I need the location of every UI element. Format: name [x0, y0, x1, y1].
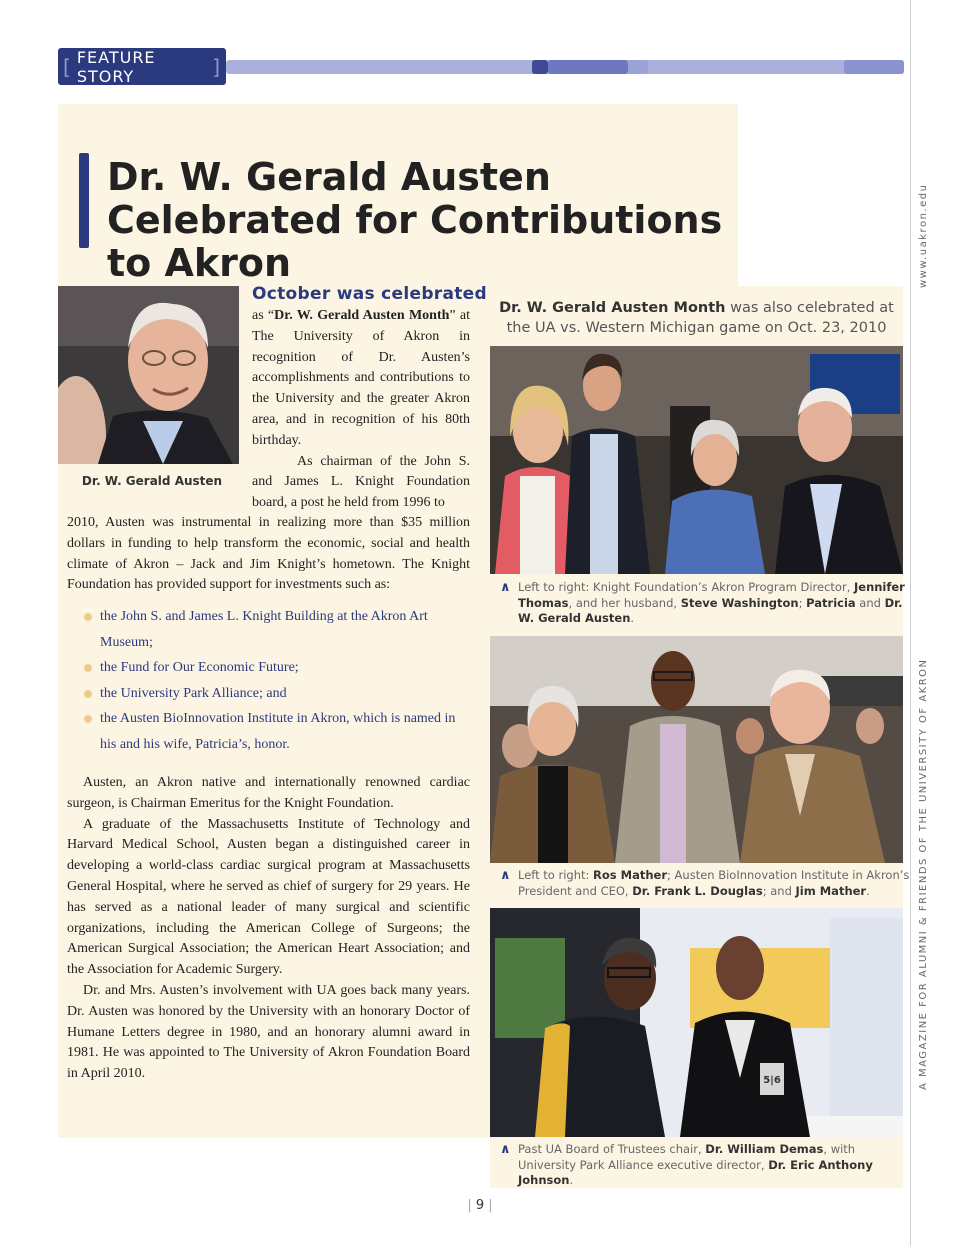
event-photo-1	[490, 346, 903, 574]
photo-image	[490, 636, 903, 863]
austen-month-bold: Dr. W. Gerald Austen Month	[274, 308, 450, 323]
header-band	[226, 60, 904, 74]
website-vertical	[918, 183, 946, 288]
section-tag-label: FEATURE STORY	[76, 47, 156, 86]
article-title: Dr. W. Gerald Austen Celebrated for Contributions to Akron	[107, 155, 723, 285]
badge-text: 5|6	[763, 1075, 781, 1086]
caret-up-icon: ∧	[500, 868, 511, 883]
portrait-photo	[58, 286, 239, 464]
feature-story-tag	[58, 48, 226, 85]
photo-1-caption: ∧ Left to right: Knight Foundation’s Akron Program Director, Jennifer Thomas, and her husband, Steve Washington; Patricia and Dr. W. Gerald Austen.	[500, 580, 905, 625]
magazine-text: A MAGAZINE FOR ALUMNI & FRIENDS OF THE UNIVERSITY OF AKRON	[918, 658, 929, 1090]
list-item: the University Park Alliance; and	[84, 681, 474, 707]
paragraph-3: Austen, an Akron native and internationally renowned cardiac surgeon, is Chairman Emeritus for the Knight Foundation.	[67, 775, 470, 811]
photo-2-caption: ∧ Left to right: Ros Mather; Austen BioInnovation Institute in Akron’s President and CEO, Dr. Frank L. Douglas; and Jim Mather.	[500, 868, 910, 898]
list-item: the Austen BioInnovation Institute in Akron, which is named in his and his wife, Patricia’s, honor.	[84, 706, 474, 757]
magazine-vertical	[918, 658, 946, 1090]
bracket-right: ]	[212, 54, 221, 79]
bracket-left: [	[63, 54, 72, 79]
paragraph-5: Dr. and Mrs. Austen’s involvement with UA goes back many years. Dr. Austen was honored by the University with an honorary Doctor of Humane Letters degree in 1980, and an honorary alumni award in 1981. He was appointed to The University of Akron Foundation Board in April 2010.	[67, 982, 470, 1082]
band-segment-end	[844, 60, 904, 74]
lead-in: October was celebrated	[252, 284, 487, 304]
wide-column	[67, 513, 470, 596]
portrait-image	[58, 286, 239, 464]
list-item: the Fund for Our Economic Future;	[84, 655, 474, 681]
band-segment-mid	[548, 60, 628, 74]
sidebar-story-heading: Dr. W. Gerald Austen Month was also celebrated at the UA vs. Western Michigan game on Oct. 23, 2010	[499, 300, 894, 336]
paragraph-4: A graduate of the Massachusetts Institute of Technology and Harvard Medical School, Austen began a distinguished career in developing a world-class cardiac surgical program at Massachusetts General Hospital, where he served as chief of surgery for 29 years. He has served as a national leader of many surgical and scientific organizations, including the American College of Surgeons; the American Surgical Association; the American Heart Association; and the Association for Academic Surgery.	[67, 816, 470, 978]
title-accent-bar	[79, 153, 89, 248]
page-number: | 9 |	[467, 1198, 493, 1213]
paragraph-2-start: As chairman of the John S. and James L. Knight Foundation board, a post he held from 1996 to	[252, 453, 470, 511]
band-segment-light	[628, 60, 648, 74]
event-photo-2	[490, 636, 903, 863]
photo-3-caption: ∧ Past UA Board of Trustees chair, Dr. William Demas, with University Park Alliance executive director, Dr. Eric Anthony Johnson.	[500, 1142, 873, 1187]
narrow-column	[252, 306, 470, 514]
photo-image	[490, 908, 903, 1137]
paragraph-1: as “Dr. W. Gerald Austen Month” at The University of Akron in recognition of Dr. Austen’s accomplishments and contributions to the University and the greater Akron area, and in recognition of his 80th birthday.	[252, 308, 470, 448]
paragraph-2-continued: 2010, Austen was instrumental in realizing more than $35 million dollars in funding to help transform the economic, social and health climate of Akron – Jack and Jim Knight’s hometown. The Knight Foundation has provided support for investments such as:	[67, 515, 470, 593]
event-photo-3	[490, 908, 903, 1137]
list-item: the John S. and James L. Knight Building at the Akron Art Museum;	[84, 604, 474, 655]
investment-list	[84, 604, 474, 757]
caret-up-icon: ∧	[500, 1142, 511, 1157]
caret-up-icon: ∧	[500, 580, 511, 595]
article-body	[67, 773, 470, 1085]
portrait-caption: Dr. W. Gerald Austen	[81, 474, 223, 488]
photo-image	[490, 346, 903, 574]
website-text: www.uakron.edu	[918, 183, 929, 288]
band-segment-dark	[532, 60, 548, 74]
